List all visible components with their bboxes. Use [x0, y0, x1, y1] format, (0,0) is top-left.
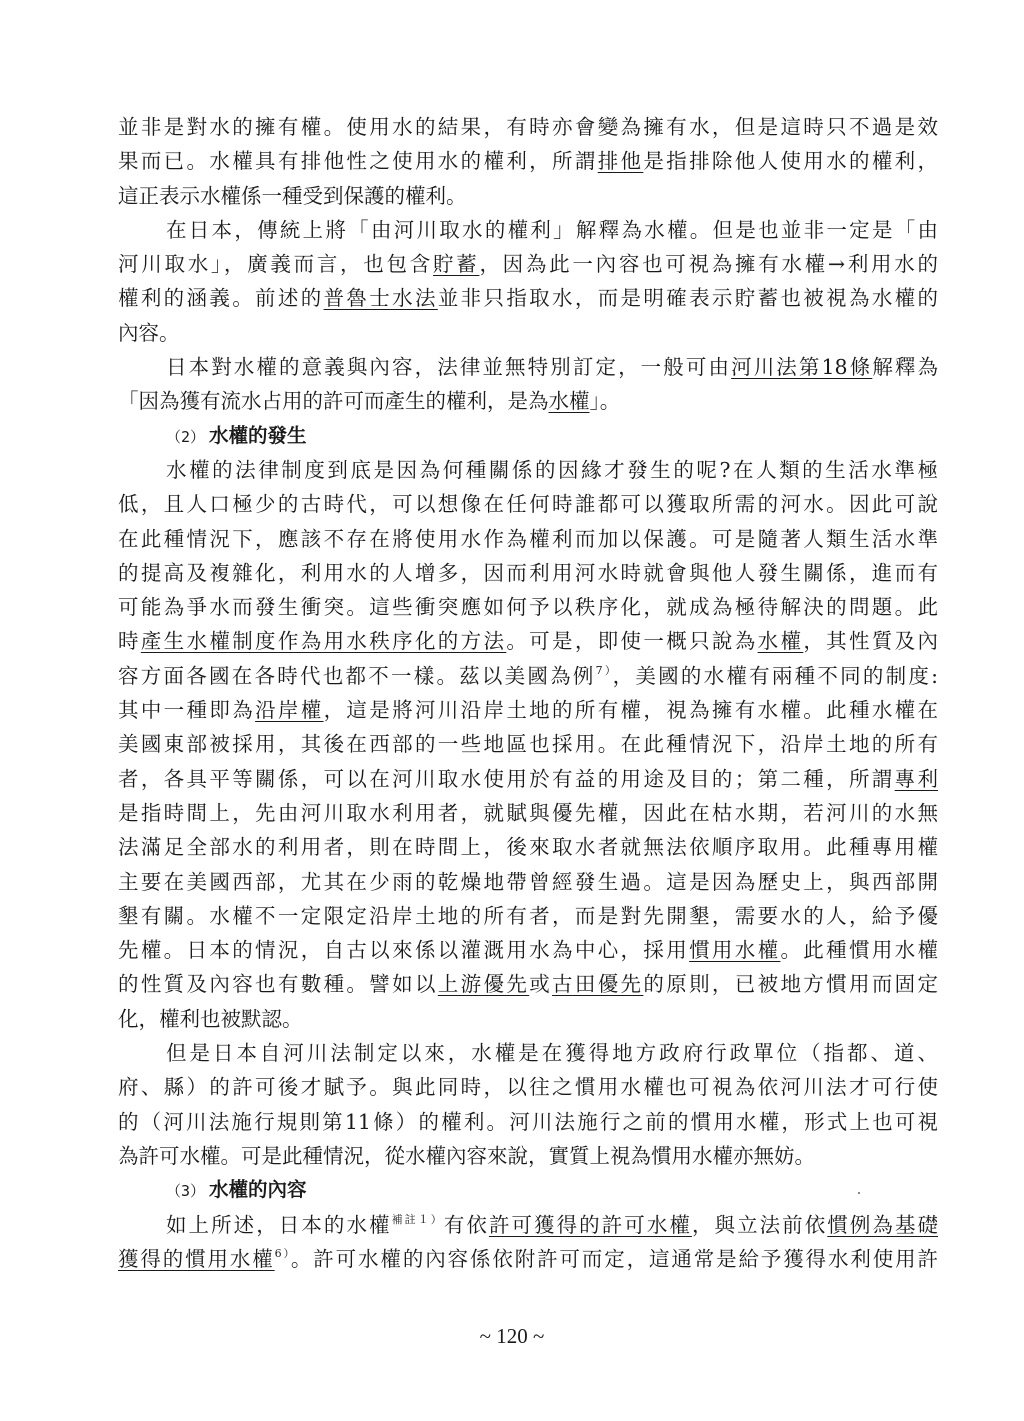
text-line: [118, 796, 938, 830]
section-title: 水權的內容: [209, 1178, 307, 1202]
body-text: [118, 110, 938, 1276]
text-run: 時: [118, 629, 141, 654]
text-run: ，這是將河川沿岸土地的所有權，視為擁有水權。此種水權在: [323, 698, 938, 723]
section-number: （2）: [166, 427, 206, 446]
text-line: [118, 727, 938, 761]
text-run: 是指排除他人使用水的權利，: [643, 149, 938, 174]
text-line: [118, 384, 938, 418]
text-run: 這正表示水權係一種受到保護的權利。: [118, 183, 467, 208]
text-run: 但是日本自河川法制定以來，水權是在獲得地方政府行政單位（指都、道、: [166, 1041, 938, 1066]
text-run: 容方面各國在各時代也都不一樣。茲以美國為例: [118, 663, 596, 688]
text-line: [118, 967, 938, 1001]
text-run: 或: [529, 972, 553, 997]
text-run: 主要在美國西部，尤其在少雨的乾燥地帶曾經發生過。這是因為歷史上，與西部開: [118, 869, 938, 894]
text-run: 水權的法律制度到底是因為何種關係的因緣才發生的呢?在人類的生活水準極: [166, 457, 938, 482]
text-run: 有依: [443, 1212, 489, 1237]
text-run: 的提高及複雜化，利用水的人增多，因而利用河水時就會與他人發生關係，進而有: [118, 560, 938, 585]
text-run: 為許可水權。可是此種情況，從水權內容來說，實質上視為慣用水權亦無妨。: [118, 1143, 815, 1168]
text-run: 先權。日本的情況，自古以來係以灌溉用水為中心，採用: [118, 938, 690, 963]
text-line: [118, 830, 938, 864]
underlined-term: 慣用水權: [689, 938, 781, 963]
text-line: [118, 933, 938, 967]
text-run: 並非是對水的擁有權。使用水的結果，有時亦會變為擁有水，但是這時只不過是效: [118, 115, 938, 139]
text-run: 低，且人口極少的古時代，可以想像在任何時誰都可以獲取所需的河水。因此可說: [118, 492, 938, 517]
text-line: [118, 624, 938, 658]
underlined-term: 排他: [597, 149, 644, 174]
underlined-term: 專利: [894, 766, 938, 791]
text-run: 者，各具平等關係，可以在河川取水使用於有益的用途及目的；第二種，所謂: [118, 766, 895, 791]
text-line: [118, 522, 938, 556]
text-run: 「因為獲有流水占用的許可而產生的權利，是為: [118, 389, 549, 414]
section-title: 水權的發生: [209, 423, 307, 447]
text-run: 。可是，即使一概只說為: [506, 629, 758, 654]
text-run: 河川取水」，廣義而言，也包含: [118, 252, 433, 277]
text-line: [118, 1242, 938, 1276]
text-run: 解釋為: [872, 355, 938, 380]
footnote-ref: 7）: [595, 663, 613, 677]
text-run: 如上所述，日本的水權: [166, 1212, 392, 1237]
footnote-ref: 6）: [274, 1246, 291, 1260]
text-line: [118, 247, 938, 281]
section-heading: [118, 419, 938, 453]
section-number: （3）: [166, 1182, 206, 1201]
text-run: 在日本，傳統上將「由河川取水的權利」解釋為水權。但是也並非一定是「由: [166, 217, 938, 242]
text-run: ，其性質及內: [803, 629, 938, 654]
text-run: 並非只指取水，而是明確表示貯蓄也被視為水權的: [437, 286, 938, 311]
section-heading: [118, 1173, 938, 1207]
underlined-term: 普魯士水法: [323, 286, 438, 311]
text-run: 法滿足全部水的利用者，則在時間上，後來取水者就無法依順序取用。此種專用權: [118, 835, 938, 860]
underlined-term: 河川法第18條: [731, 355, 873, 380]
underlined-term: 許可獲得的許可水權: [488, 1212, 692, 1237]
text-run: ，美國的水權有兩種不同的制度:: [612, 663, 938, 688]
text-line: [118, 865, 938, 899]
scan-speck: [858, 1192, 860, 1194]
text-run: 的原則，已被地方慣用而固定: [643, 972, 938, 997]
text-line: [118, 213, 938, 247]
text-run: 。許可水權的內容係依附許可而定，這通常是給予獲得水利使用許: [290, 1246, 938, 1271]
text-run: ，因為此一內容也可視為擁有水權→利用水的: [479, 252, 938, 277]
text-run: 的性質及內容也有數種。譬如以: [118, 972, 438, 997]
underlined-term: 水權: [548, 389, 590, 414]
text-line: [118, 659, 938, 693]
text-line: [118, 899, 938, 933]
underlined-term: 產生水權制度作為用水秩序化的方法: [140, 629, 507, 654]
text-run: 日本對水權的意義與內容，法律並無特別訂定，一般可由: [166, 355, 732, 380]
text-line: [118, 1208, 938, 1242]
text-run: 內容。: [118, 320, 180, 345]
text-line: [118, 316, 938, 350]
text-line: [118, 556, 938, 590]
underlined-term: 古田優先: [552, 972, 644, 997]
text-run: 可能為爭水而發生衝突。這些衝突應如何予以秩序化，就成為極待解決的問題。此: [118, 595, 938, 620]
text-run: ，與立法前依: [691, 1212, 828, 1237]
underlined-term: 上游優先: [437, 972, 530, 997]
text-run: 府、縣）的許可後才賦予。與此同時，以往之慣用水權也可視為依河川法才可行使: [118, 1075, 938, 1100]
underlined-term: 水權: [757, 629, 804, 654]
text-run: 果而已。水權具有排他性之使用水的權利，所謂: [118, 149, 598, 174]
text-line: [118, 487, 938, 521]
text-line: [118, 590, 938, 624]
text-run: 在此種情況下，應該不存在將使用水作為權利而加以保護。可是隨著人類生活水準: [118, 526, 938, 551]
text-run: 是指時間上，先由河川取水利用者，就賦與優先權，因此在枯水期，若河川的水無: [118, 800, 938, 825]
page-number: ~ 120 ~: [479, 1324, 545, 1348]
text-line: [118, 281, 938, 315]
text-line: [118, 1139, 938, 1173]
text-line: [118, 110, 938, 144]
text-line: [118, 1002, 938, 1036]
text-run: 其中一種即為: [118, 698, 256, 723]
text-run: 權利的涵義。前述的: [118, 286, 324, 311]
text-run: 。此種慣用水權: [780, 938, 938, 963]
underlined-term: 慣例為基礎: [827, 1212, 938, 1237]
underlined-term: 沿岸權: [255, 698, 324, 723]
text-line: [118, 1036, 938, 1070]
text-run: 墾有關。水權不一定限定沿岸土地的所有者，而是對先開墾，需要水的人，給予優: [118, 903, 938, 928]
text-line: [118, 453, 938, 487]
text-line: [118, 144, 938, 178]
text-line: [118, 1105, 938, 1139]
text-line: [118, 179, 938, 213]
text-line: [118, 693, 938, 727]
text-run: 化，權利也被默認。: [118, 1006, 303, 1031]
text-line: [118, 762, 938, 796]
text-line: [118, 1070, 938, 1104]
underlined-term: 獲得的慣用水權: [118, 1246, 275, 1271]
underlined-term: 貯蓄: [432, 252, 480, 277]
text-run: 美國東部被採用，其後在西部的一些地區也採用。在此種情況下，沿岸土地的所有: [118, 732, 938, 757]
footnote-ref: 補註１）: [391, 1212, 444, 1226]
text-run: 的（河川法施行規則第11條）的權利。河川法施行之前的慣用水權，形式上也可視: [118, 1109, 938, 1134]
text-line: [118, 350, 938, 384]
text-run: 」。: [589, 389, 621, 414]
